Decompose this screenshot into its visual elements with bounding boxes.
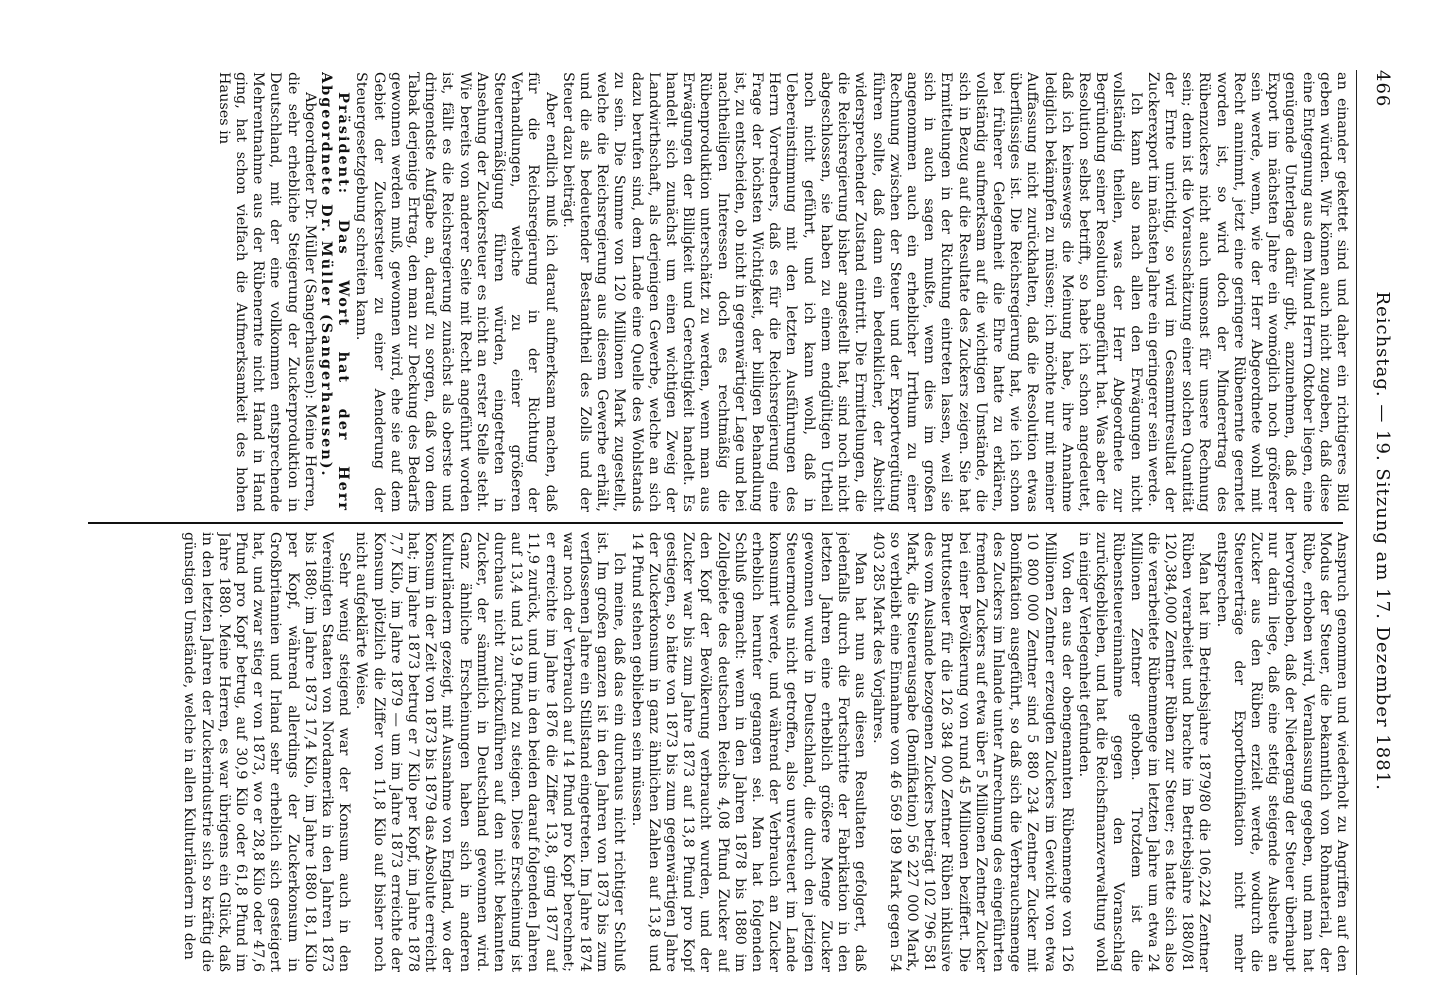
header-rule bbox=[1356, 70, 1357, 975]
paragraph: Aber endlich muß ich darauf aufmerksam machen, daß für die Reichsregierung in der Richtung der Verhandlungen, welche zu einer größeren Steuerermäßigung führen würden, eingetreten in Ansehung der Zuckersteuer es nicht an erster Stelle steht. Wie bereits von anderer Seite mit Recht angeführt worden ist, fällt es die Reichsregierung zunächst als oberste und dringendste Aufgabe an, darauf zu sorgen, daß von dem Tabak derjenige Ertrag, den man zur Deckung des Bedarfs gewonnen werden muß, gewonnen wird, ehe sie auf dem Gebiet der Zuckersteuer zu einer Aenderung der Steuergesetzgebung schreiten kann. bbox=[353, 72, 559, 512]
paragraph: Ich kann also nach allen den Erwägungen nicht vollständig theilen, was der Herr Abgeordnete zur Begründung seiner Resolution angeführt hat. Was aber die Resolution selbst betrifft, so habe ich schon angedeutet, daß ich keineswegs die Meinung habe, ihre Annahme lediglich bekämpfen zu müssen; ich möchte nur mit meiner Auffassung nicht zurückhalten, daß die Resolution etwas überflüssiges ist. Die Reichsregierung hat, wie ich schon bei früherer Gelegenheit die Ehre hatte zu erklären, vollständig aufmerksam auf die wichtigen Umstände, die sich in Bezug auf die Resultate des Zuckers zeigen. Sie hat Ermittelungen in der Richtung eintreten lassen, weil sie sich in auch sagen mußte, wenn dies im großen angenommen auch ein erheblicher Irrthum zu einer Rechnung zwischen der Steuer und der Exportvergütung führen sollte, daß dann ein bedenklicher, der Absicht widersprechender Zustand eintritt. Die Ermittelungen, die die Reichsregierung bisher angestellt hat, sind noch nicht abgeschlossen, sie haben zu einem endgültigen Urtheil noch nicht geführt, und ich kann wohl, daß in Uebereinstimmung mit den letzten Ausführungen des Herrn Vorredners, daß es für die Reichsregierung eine Frage der höchsten Wichtigkeit, der billigen Behandlung ist, zu entscheiden, ob nicht in gegenwärtiger Lage und bei nachtheiligen Interessen doch es rechtmäßig die Rübenproduktion unterschätzt zu werden, wenn man aus Erwägungen der Billigkeit und Gerechtigkeit handelt. Es handelt sich zunächst um einen wichtigen Zweig der Landwirthschaft, als derjenigen Gewerbe, welche an sich dazu berufen sind, dem Lande eine Quelle des Wohlstands zu sein. Die Summe von 120 Millionen Mark zugestellt, welche die Reichsregierung aus diesem Gewerbe erhält, und die als bedeutender Bestandtheil des Zolls und der Steuer dazu beiträgt. bbox=[559, 72, 1144, 512]
paragraph: Man hat nun aus diesen Resultaten gefolgert, daß jedenfalls durch die Fortschritte der Fabrikation in den letzten Jahren eine erheblich größere Menge Zucker gewonnen wurde in Deutschland, die durch den jetzigen Steuermodus nicht getroffen, also unversteuert im Lande konsumirt werde, und während der Verbrauch an Zucker erheblich herunter gegangen sei. Man hat folgenden Schluß gemacht: wenn in den Jahren 1878 bis 1880 im Zollgebiete des deutschen Reichs 4,08 Pfund Zucker auf den Kopf der Bevölkerung verbraucht wurden, und der Zucker war bis zum Jahre 1873 auf 13,8 Pfund pro Kopf gestiegen, so hätte von 1873 bis zum gegenwärtigen Jahre der Zuckerkonsum in ganz ähnlichen Zahlen auf 13,8 und 14 Pfund stehen geblieben sein müssen. bbox=[628, 532, 869, 972]
running-header bbox=[1368, 70, 1398, 975]
column-divider bbox=[88, 522, 1343, 524]
paragraph: Anspruch genommen und wiederholt zu Angriffen auf den Modus der Steuer, die bekanntlich von Rohmaterial, der Rübe, erhoben wird, Veranlassung gegeben, und man hat hervorgehoben, daß der Niedergang der Steuer überhaupt nur darin liege, daß eine stetig steigende Ausbeute an Zucker aus den Rüben erzielt werde, wodurch die Steuererträge der Exportbonifikation nicht mehr entsprechen. bbox=[1213, 532, 1350, 972]
paragraph: Sehr wenig steigend war der Konsum auch in den Vereinigten Staaten von Nordamerika in den Jahren 1873 bis 1880; im Jahre 1873 17,4 Kilo, im Jahre 1880 18,1 Kilo per Kopf, während allerdings der Zuckerkonsum in Großbritannien und Irland sehr erheblich sich gesteigert hat, und zwar stieg er von 1873, wo er 28,8 Kilo oder 47,6 Pfund pro Kopf betrug, auf 30,9 Kilo oder 61,8 Pfund im Jahre 1880. Meine Herren, es war übrigens ein Glück, daß in den letzten Jahren der Zuckerindustrie sich so kräftig die günstigen Umstände, welche in allen Kulturländern in den bbox=[181, 532, 353, 972]
speaker-paragraph: Abgeordneter Dr. Müller (Sangerhausen): Meine Herren, die sehr erhebliche Steigerung der Zuckerproduktion in Deutschland, mit der eine vollkommen entsprechende Mehrentnahme aus der Rübenernte nicht Hand in Hand ging, hat schon vielfach die Aufmerksamkeit des hohen Hauses in bbox=[215, 72, 318, 512]
paragraph: an einander gekettet sind und daher ein richtigeres Bild geben würden. Wir können auch nicht zugeben, daß diese eine Entgegnung aus dem Mund Herrn Oktober liegen, eine genügende Unterlage dafür gibt, anzunehmen, daß der Export im nächsten Jahre ein womöglich noch größerer sein werde, wenn, wie der Herr Abgeordnete wohl mit Recht annimmt, jetzt eine geringere Rübenernte geerntet worden ist, so wird doch der Minderertrag des Rübenzuckers nicht auch umsonst für unsere Rechnung sein; denn ist die Vorausschätzung einer solchen Quantität der Ernte unrichtig, so wird im Gesammtresultat der Zuckerexport im nächsten Jahre ein geringerer sein werde. bbox=[1144, 72, 1350, 512]
digitization-credit bbox=[0, 560, 2, 1000]
speaker-paragraph: Präsident: Das Wort hat der Herr Abgeordnete Dr. Müller (Sangerhausen). bbox=[318, 72, 353, 512]
paragraph: Ich meine, daß das ein durchaus nicht richtiger Schluß ist. Im großen ganzen ist in den Jahren von 1873 bis zum verflossenen Jahre ein Stillstand eingetreten. Im Jahre 1874 war noch der Verbrauch auf 14 Pfund pro Kopf berechnet; er erreichte im Jahre 1876 die Ziffer 13,8, ging 1877 auf 11,9 zurück, und um in den beiden darauf folgenden Jahren auf 13,4 und 13,9 Pfund zu steigen. Diese Erscheinung ist durchaus nicht zurückzuführen auf den nicht bekannten Zucker, der sämmtlich in Deutschland gewonnen wird. Ganz ähnliche Erscheinungen haben sich in anderen Kulturländern gezeigt, mit Ausnahme von England, wo der Konsum in der Zeit von 1873 bis 1879 das Absolute erreicht hat; im Jahre 1873 betrug er 7 Kilo per Kopf, im Jahre 1878 7,7 Kilo, im Jahre 1879 — um im Jahre 1873 erreichte der Konsum plötzlich die Ziffer von 11,8 Kilo auf bisher noch nicht aufgeklärte Weise. bbox=[353, 532, 628, 972]
paragraph: Man hat im Betriebsjahre 1879/80 die 106,224 Zentner Rüben verarbeitet und brachte im Betriebsjahre 1880/81 120,384,000 Zentner Rüben zur Steuer; es hatte sich also die verarbeitete Rübenmenge im letzten Jahre um etwa 24 Millionen Zentner gehoben. Trotzdem ist die Rübensteuereinnahme gegen den Voranschlag zurückgeblieben, und hat die Reichsfinanzverwaltung wohl in einiger Verlegenheit gefunden. bbox=[1075, 532, 1213, 972]
page-number: 466 bbox=[1372, 70, 1394, 108]
paragraph: Von den aus der obengenannten Rübenmenge von 126 Millionen Zentner erzeugten Zuckers im Gewicht von etwa 10 800 000 Zentner sind 5 880 234 Zentner Zucker mit Bonifikation ausgeführt, so daß sich die Verbrauchsmenge des Zuckers im Inlande unter Anrechnung des eingeführten fremden Zuckers auf etwa über 5 Millionen Zentner Zucker bei einer Bevölkerung von rund 45 Millionen beziffert. Die Bruttosteuer für die 126 384 000 Zentner Rüben inklusive des vom Auslande bezogenen Zuckers beträgt 102 796 581 Mark, die Steuerausgabe (Bonifikation) 56 227 000 Mark, so verbleibt eine Einnahme von 46 569 189 Mark gegen 54 403 285 Mark des Vorjahres. bbox=[869, 532, 1075, 972]
text-column-bottom bbox=[95, 532, 1350, 972]
text-column-top bbox=[95, 72, 1350, 512]
running-title: Reichstag. — 19. Sitzung am 17. Dezember 1881. bbox=[1372, 291, 1394, 791]
